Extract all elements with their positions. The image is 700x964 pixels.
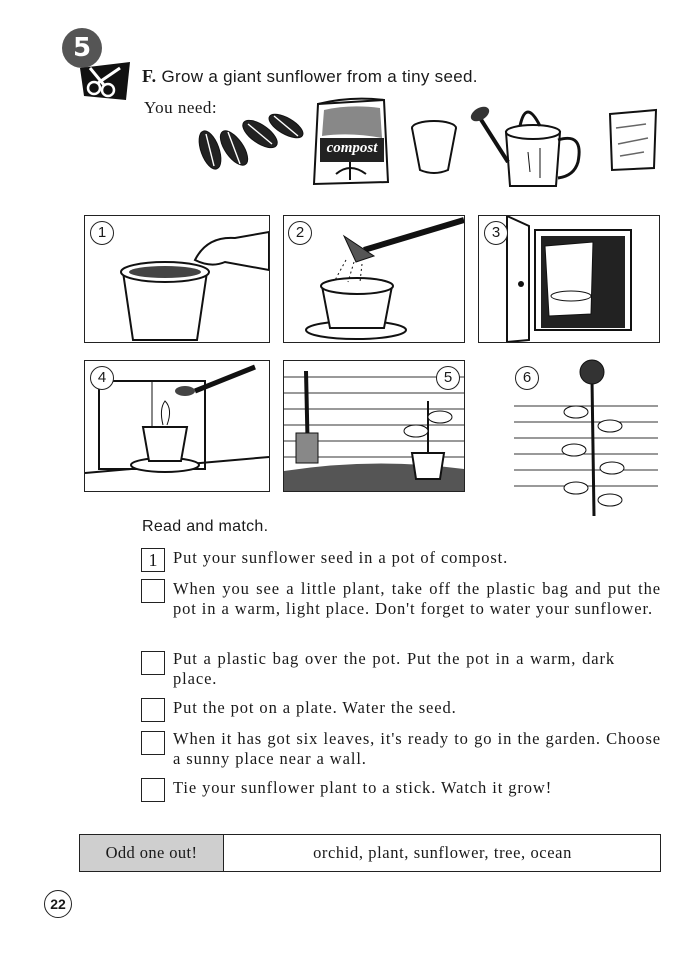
odd-one-out-box bbox=[79, 834, 661, 872]
exercise-title bbox=[142, 66, 478, 87]
match-checkbox-6[interactable] bbox=[141, 778, 165, 802]
page-number: 22 bbox=[44, 890, 72, 918]
watering-can-illustration bbox=[470, 92, 588, 192]
flower-pot-illustration bbox=[408, 118, 460, 176]
compost-bag-label: compost bbox=[326, 140, 378, 156]
match-checkbox-3[interactable] bbox=[141, 651, 165, 675]
read-and-match-heading: Read and match. bbox=[142, 518, 269, 535]
step-number-2: 2 bbox=[288, 221, 312, 245]
sunflower-seeds-illustration bbox=[190, 104, 310, 174]
match-checkbox-1[interactable] bbox=[141, 548, 165, 572]
exercise-letter: F. bbox=[142, 66, 157, 86]
match-item-text: Tie your sunflower plant to a stick. Watch it grow! bbox=[173, 778, 553, 797]
exercise-title-text: Grow a giant sunflower from a tiny seed. bbox=[161, 67, 478, 86]
step-number-4: 4 bbox=[90, 366, 114, 390]
match-item-text: When you see a little plant, take off the plastic bag and put the pot in a warm, light place. Don't forget to water your sunflower. bbox=[173, 579, 661, 618]
match-checkbox-2[interactable] bbox=[141, 579, 165, 603]
odd-one-out-words: orchid, plant, sunflower, tree, ocean bbox=[313, 843, 572, 862]
unit-number-badge: 5 bbox=[62, 28, 102, 68]
odd-one-out-label: Odd one out! bbox=[80, 835, 224, 871]
plastic-bag-illustration bbox=[606, 108, 660, 172]
match-checkbox-5[interactable] bbox=[141, 731, 165, 755]
match-item-text: When it has got six leaves, it's ready to go in the garden. Choose a sunny place near a wall. bbox=[173, 729, 661, 768]
step-number-5: 5 bbox=[436, 366, 460, 390]
you-need-label: You need: bbox=[144, 98, 218, 117]
checkbox-mark: 1 bbox=[148, 550, 158, 570]
step-number-6: 6 bbox=[515, 366, 539, 390]
match-item-text: Put a plastic bag over the pot. Put the pot in a warm, dark place. bbox=[173, 649, 615, 688]
scissors-icon bbox=[78, 60, 132, 102]
match-item-text: Put your sunflower seed in a pot of compost. bbox=[173, 548, 509, 567]
match-checkbox-4[interactable] bbox=[141, 698, 165, 722]
match-item-text: Put the pot on a plate. Water the seed. bbox=[173, 698, 457, 717]
step-number-3: 3 bbox=[484, 221, 508, 245]
step-number-1: 1 bbox=[90, 221, 114, 245]
